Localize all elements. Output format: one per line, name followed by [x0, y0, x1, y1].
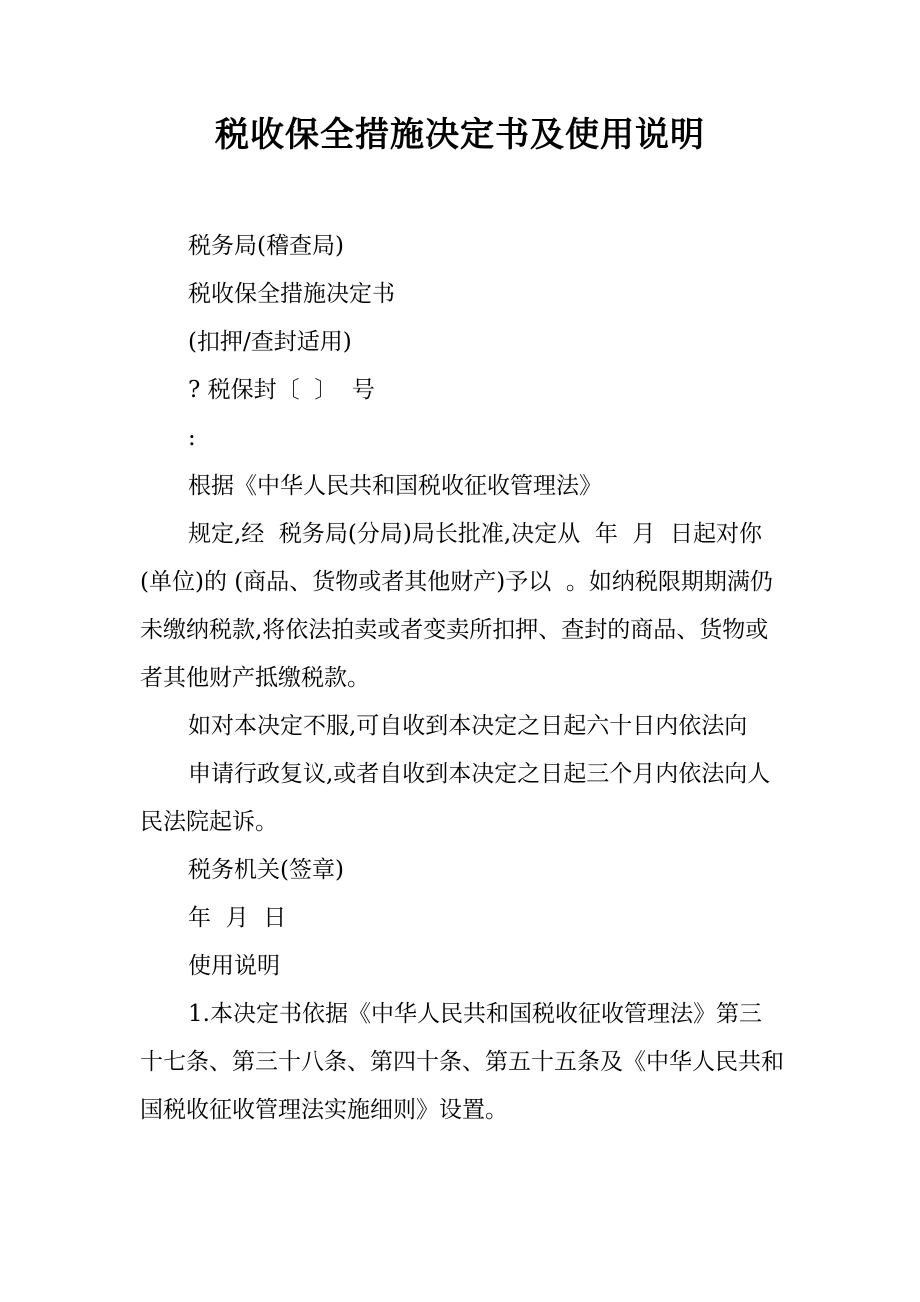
- paragraph-decision-content: 规定,经 税务局(分局)局长批准,决定从 年 月 日起对你(单位)的 (商品、货物或者其他财产)予以 。如纳税限期期满仍未缴纳税款,将依法拍卖或者变卖所扣押、查封的商品、货物或者其他财产抵缴税款。: [140, 521, 773, 691]
- paragraph-review-notice: 申请行政复议,或者自收到本决定之日起三个月内依法向人民法院起诉。: [140, 761, 771, 835]
- paragraph-addressee: :: [188, 425, 196, 451]
- paragraph-tax-bureau: 税务局(稽查局): [188, 233, 344, 259]
- document-body: [140, 222, 784, 1134]
- document-title: 税收保全措施决定书及使用说明: [215, 115, 705, 155]
- paragraph-appeal-notice: 如对本决定不服,可自收到本决定之日起六十日内依法向: [188, 713, 748, 739]
- paragraph-applicability: (扣押/查封适用): [188, 329, 352, 355]
- paragraph-document-number: ? 税保封〔 〕 号: [188, 377, 375, 403]
- paragraph-legal-basis: 根据《中华人民共和国税收征收管理法》: [188, 473, 602, 499]
- paragraph-signature: 税务机关(签章): [188, 857, 344, 883]
- paragraph-usage-heading: 使用说明: [188, 953, 280, 979]
- paragraph-date: 年 月 日: [188, 905, 287, 931]
- paragraph-usage-item-1: 1.本决定书依据《中华人民共和国税收征收管理法》第三十七条、第三十八条、第四十条、第五十五条及《中华人民共和国税收征收管理法实施细则》设置。: [140, 1001, 784, 1123]
- paragraph-decision-name: 税收保全措施决定书: [188, 281, 395, 307]
